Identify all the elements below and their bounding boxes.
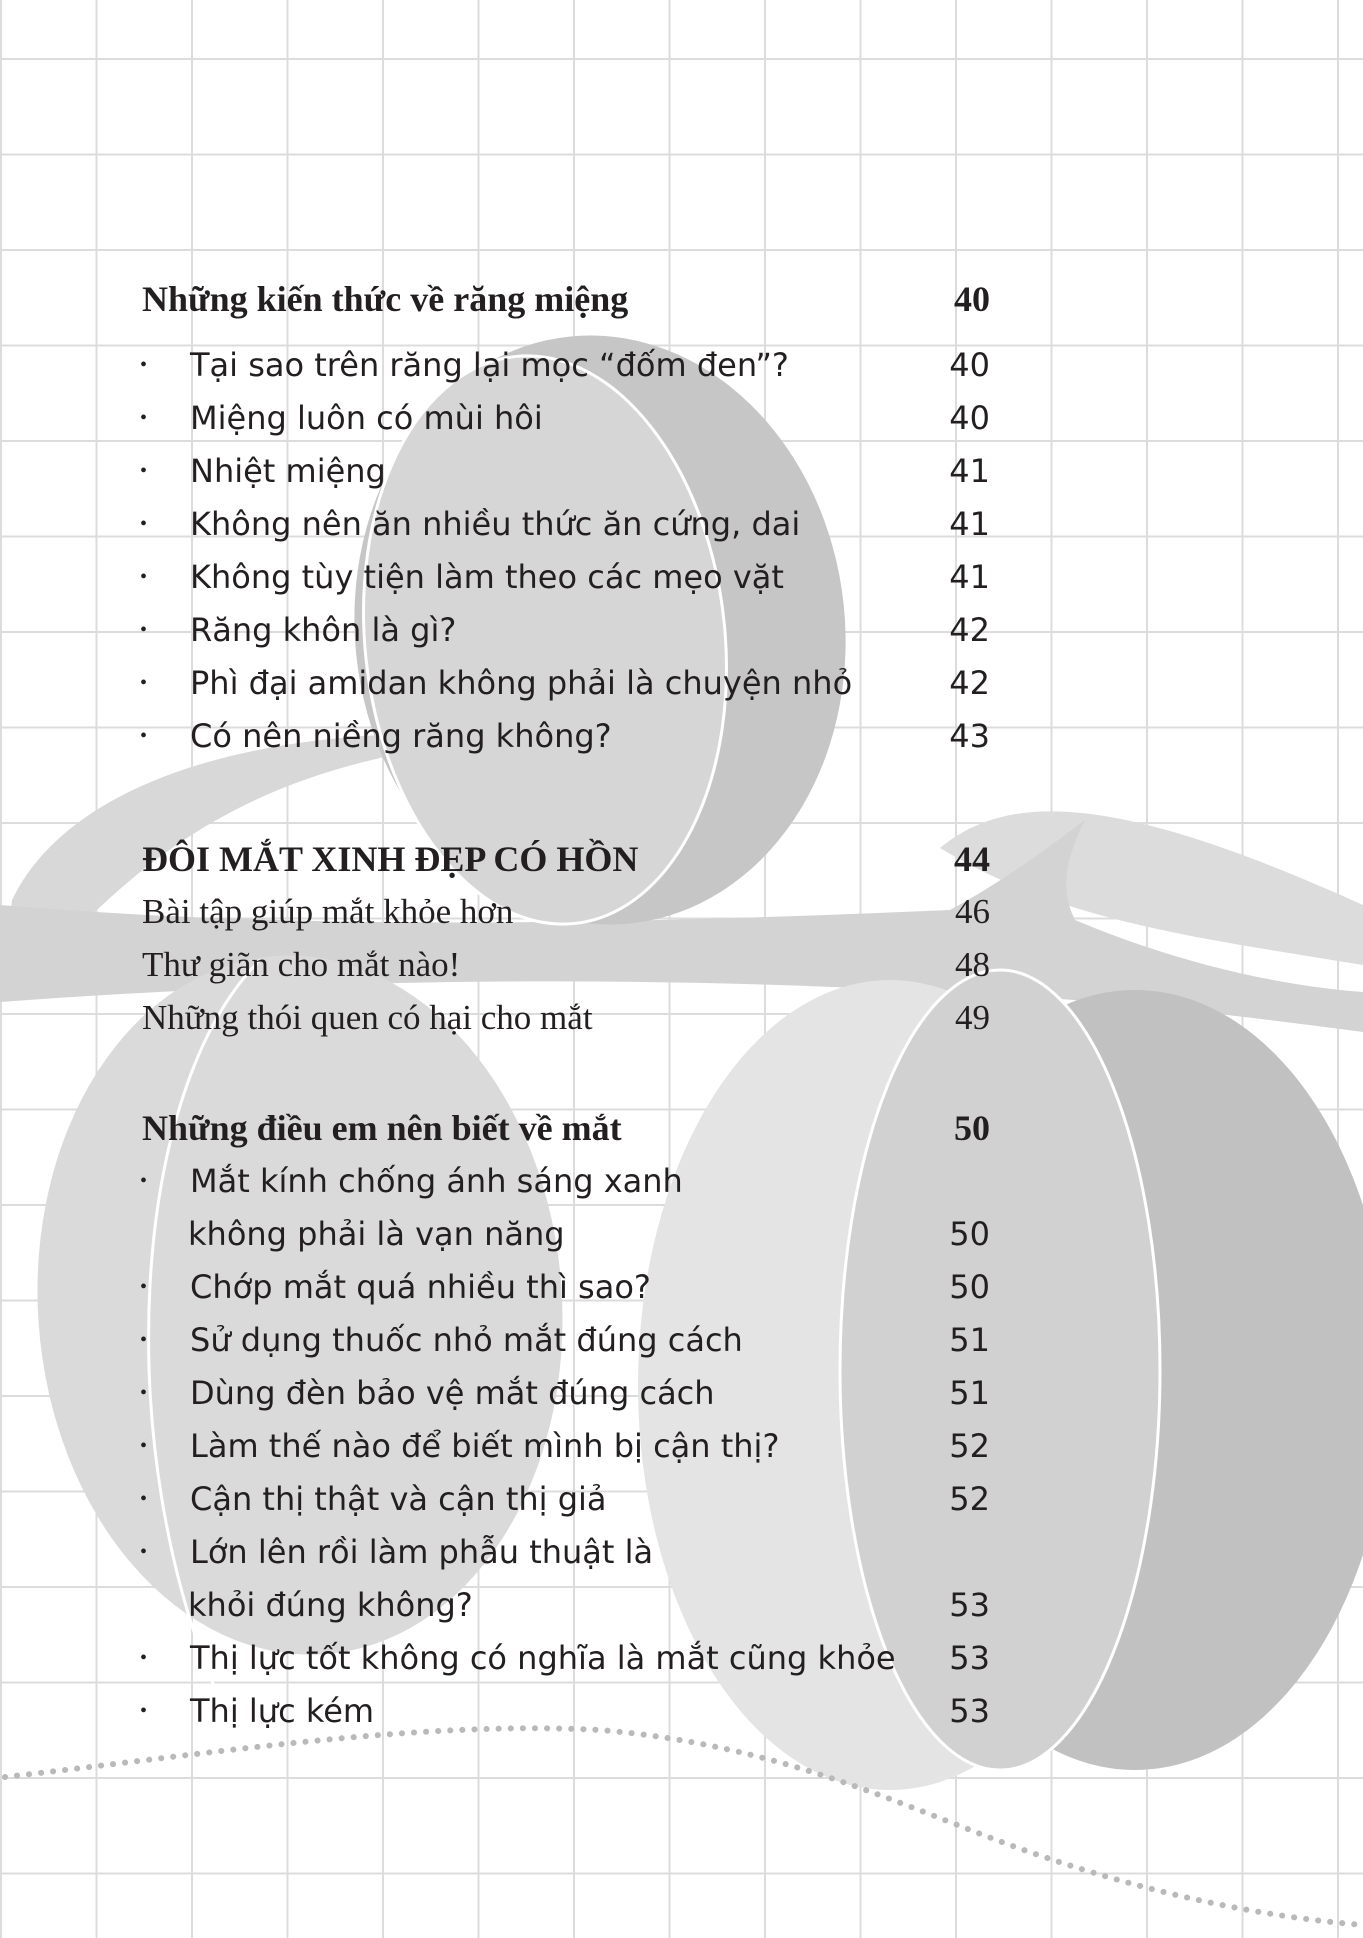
toc-item-title: Lớn lên rồi làm phẫu thuật là <box>190 1533 654 1571</box>
toc-item-title: Phì đại amidan không phải là chuyện nhỏ <box>190 664 853 702</box>
toc-item-title: Chớp mắt quá nhiều thì sao? <box>190 1268 651 1306</box>
toc-page-number: 52 <box>949 1480 990 1518</box>
toc-item[interactable] <box>0 1473 1363 1525</box>
toc-page-number: 40 <box>949 346 990 384</box>
toc-page-number: 53 <box>949 1586 990 1624</box>
bullet-icon: • <box>140 1170 148 1192</box>
toc-item-title: Nhiệt miệng <box>190 452 386 490</box>
toc-item[interactable] <box>0 339 1363 391</box>
toc-page-number: 50 <box>949 1268 990 1306</box>
toc-item-title: Thị lực tốt không có nghĩa là mắt cũng khỏe <box>190 1639 896 1677</box>
bullet-icon: • <box>140 619 148 641</box>
toc-entry[interactable] <box>0 939 1363 991</box>
toc-page-number: 41 <box>949 452 990 490</box>
bullet-icon: • <box>140 1700 148 1722</box>
toc-page-number: 40 <box>954 279 990 319</box>
toc-heading-eyes[interactable] <box>0 833 1363 885</box>
toc-heading-title: Những điều em nên biết về mắt <box>142 1108 622 1148</box>
toc-page-number: 43 <box>949 717 990 755</box>
toc-item[interactable] <box>0 1526 1363 1578</box>
toc-item[interactable] <box>0 710 1363 762</box>
toc-item[interactable] <box>0 604 1363 656</box>
toc-entry-title: Thư giãn cho mắt nào! <box>142 945 461 984</box>
toc-item[interactable] <box>0 1155 1363 1207</box>
bullet-icon: • <box>140 1382 148 1404</box>
toc-heading-teeth[interactable] <box>0 273 1363 325</box>
toc-entry-title: Những thói quen có hại cho mắt <box>142 998 593 1037</box>
toc-item-title: khỏi đúng không? <box>188 1586 473 1624</box>
toc-item[interactable] <box>0 1420 1363 1472</box>
bullet-icon: • <box>140 407 148 429</box>
toc-page-number: 49 <box>955 998 990 1037</box>
bullet-icon: • <box>140 672 148 694</box>
toc-item-title: không phải là vạn năng <box>188 1215 565 1253</box>
toc-entry[interactable] <box>0 992 1363 1044</box>
bullet-icon: • <box>140 1276 148 1298</box>
toc-page-number: 41 <box>949 558 990 596</box>
toc-item-title: Không nên ăn nhiều thức ăn cứng, dai <box>190 505 801 543</box>
toc-page-number: 40 <box>949 399 990 437</box>
toc-item-title: Không tùy tiện làm theo các mẹo vặt <box>190 558 784 596</box>
toc-item-title: Làm thế nào để biết mình bị cận thị? <box>190 1427 780 1465</box>
toc-item-title: Sử dụng thuốc nhỏ mắt đúng cách <box>190 1321 743 1359</box>
toc-page-number: 53 <box>949 1692 990 1730</box>
toc-page-number: 51 <box>949 1374 990 1412</box>
toc-heading-title: Những kiến thức về răng miệng <box>142 279 629 319</box>
bullet-icon: • <box>140 1647 148 1669</box>
toc-item[interactable] <box>0 1632 1363 1684</box>
toc-item-title: Thị lực kém <box>190 1692 375 1730</box>
toc-page-number: 42 <box>949 664 990 702</box>
toc-page-number: 46 <box>955 892 990 931</box>
toc-item[interactable] <box>0 1261 1363 1313</box>
bullet-icon: • <box>140 725 148 747</box>
toc-entry[interactable] <box>0 886 1363 938</box>
bullet-icon: • <box>140 1488 148 1510</box>
bullet-icon: • <box>140 460 148 482</box>
toc-item-title: Dùng đèn bảo vệ mắt đúng cách <box>190 1374 715 1412</box>
toc-item-continuation[interactable] <box>0 1579 1363 1631</box>
toc-item[interactable] <box>0 657 1363 709</box>
toc-item-title: Miệng luôn có mùi hôi <box>190 399 543 437</box>
bullet-icon: • <box>140 354 148 376</box>
toc-item-continuation[interactable] <box>0 1208 1363 1260</box>
toc-item[interactable] <box>0 392 1363 444</box>
toc-page-number: 44 <box>954 839 990 879</box>
toc-item[interactable] <box>0 1367 1363 1419</box>
bullet-icon: • <box>140 566 148 588</box>
toc-page-number: 52 <box>949 1427 990 1465</box>
bullet-icon: • <box>140 513 148 535</box>
toc-item[interactable] <box>0 1314 1363 1366</box>
bullet-icon: • <box>140 1435 148 1457</box>
toc-item[interactable] <box>0 498 1363 550</box>
bullet-icon: • <box>140 1541 148 1563</box>
toc-item-title: Có nên niềng răng không? <box>190 717 612 755</box>
toc-page-number: 51 <box>949 1321 990 1359</box>
toc-item-title: Mắt kính chống ánh sáng xanh <box>190 1162 683 1200</box>
toc-page-number: 48 <box>955 945 990 984</box>
toc-item-title: Cận thị thật và cận thị giả <box>190 1480 607 1518</box>
toc-page-number: 50 <box>949 1215 990 1253</box>
toc-heading-title: ĐÔI MẮT XINH ĐẸP CÓ HỒN <box>142 839 639 879</box>
bullet-icon: • <box>140 1329 148 1351</box>
toc-entry-title: Bài tập giúp mắt khỏe hơn <box>142 892 514 931</box>
toc-page-number: 42 <box>949 611 990 649</box>
toc-page-number: 41 <box>949 505 990 543</box>
toc-item[interactable] <box>0 551 1363 603</box>
toc-heading-eye-facts[interactable] <box>0 1102 1363 1154</box>
toc-item-title: Tại sao trên răng lại mọc “đốm đen”? <box>190 346 789 384</box>
toc-page-number: 53 <box>949 1639 990 1677</box>
toc-item[interactable] <box>0 1685 1363 1737</box>
toc-item[interactable] <box>0 445 1363 497</box>
toc-item-title: Răng khôn là gì? <box>190 611 457 649</box>
toc-page-number: 50 <box>954 1108 990 1148</box>
